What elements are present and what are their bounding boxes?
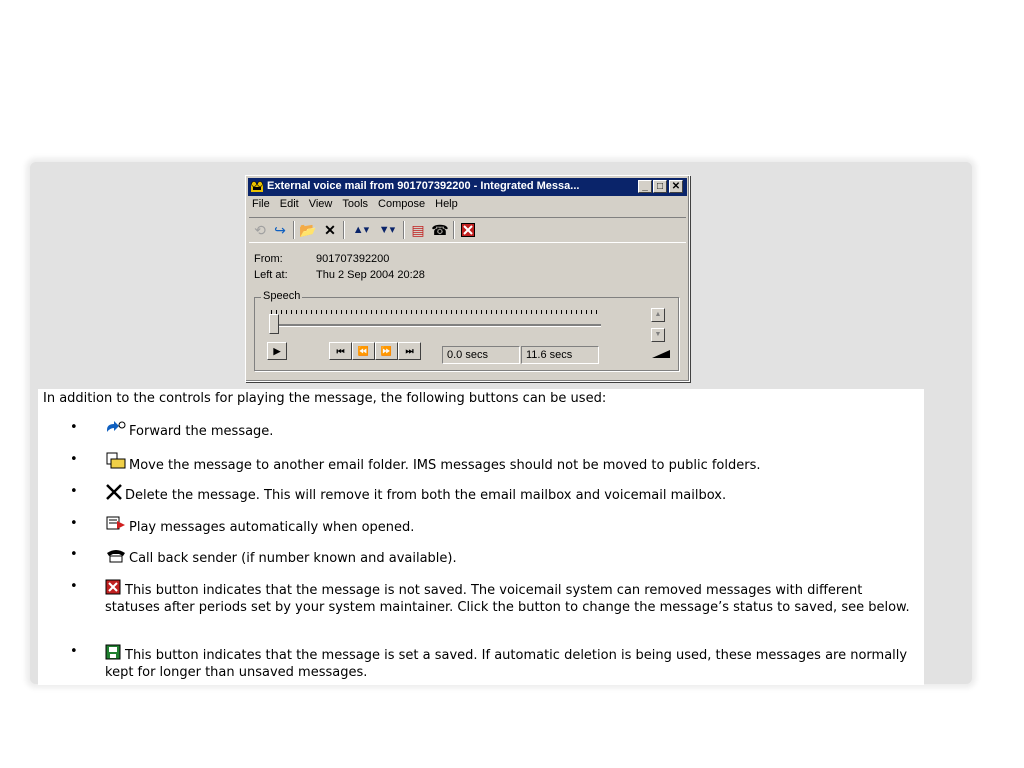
toolbar-separator	[343, 221, 345, 239]
volume-down-button[interactable]: ▼	[651, 328, 665, 342]
phone-icon[interactable]: ☎	[431, 222, 449, 238]
autoplay-icon	[105, 516, 127, 537]
skip-to-start-button[interactable]: ⏮	[329, 342, 352, 360]
move-folder-icon	[105, 452, 127, 475]
bullet: •	[70, 484, 78, 499]
move-folder-icon[interactable]: 📂	[299, 222, 317, 238]
left-at-label: Left at:	[254, 269, 288, 281]
menu-file[interactable]: File	[252, 198, 270, 210]
fast-forward-button[interactable]: ⏩	[375, 342, 398, 360]
bullet: •	[70, 452, 78, 467]
phone-icon	[105, 547, 127, 568]
toolbar	[249, 217, 686, 243]
saved-icon	[105, 644, 123, 665]
app-icon	[250, 180, 264, 194]
next-message-icon[interactable]: ▼▾	[378, 224, 396, 236]
reply-icon[interactable]: ⟲	[254, 222, 266, 238]
playback-slider-thumb[interactable]	[269, 314, 279, 334]
bullet: •	[70, 547, 78, 562]
forward-icon	[105, 420, 127, 441]
from-row	[254, 253, 389, 265]
minimize-button[interactable]: _	[638, 180, 652, 193]
speech-label: Speech	[263, 290, 301, 302]
toolbar-separator	[403, 221, 405, 239]
forward-icon[interactable]: ↪	[274, 222, 286, 238]
from-label: From:	[254, 253, 283, 265]
volume-up-button[interactable]: ▲	[651, 308, 665, 322]
toolbar-separator	[453, 221, 455, 239]
menu-bar	[252, 198, 458, 214]
message-window	[245, 175, 690, 382]
slider-ticks	[271, 310, 601, 314]
list-item-text: Delete the message. This will remove it from both the email mailbox and voicemail mailbox.	[125, 488, 727, 503]
list-item-text: Forward the message.	[129, 424, 274, 439]
list-item-text: This button indicates that the message is not saved. The voicemail system can removed messages with different statuses after periods set by your system maintainer. Click the button to change the message’s status to saved, see below.	[105, 583, 910, 615]
delete-icon	[105, 484, 123, 505]
list-item-text: Call back sender (if number known and available).	[129, 551, 457, 566]
rewind-button[interactable]: ⏪	[352, 342, 375, 360]
menu-help[interactable]: Help	[435, 198, 458, 210]
volume-icon	[652, 350, 670, 358]
window-title: External voice mail from 901707392200 - Integrated Messa...	[267, 180, 580, 192]
autoplay-icon[interactable]: ▤	[411, 222, 425, 238]
bullet: •	[70, 420, 78, 435]
maximize-button[interactable]: □	[653, 180, 667, 193]
from-value: 901707392200	[316, 253, 390, 265]
skip-to-end-button[interactable]: ⏭	[398, 342, 421, 360]
playback-slider-track[interactable]	[271, 324, 601, 327]
list-item-text: Move the message to another email folder. IMS messages should not be moved to public folders.	[129, 458, 761, 473]
speech-group	[254, 290, 679, 371]
left-at-value: Thu 2 Sep 2004 20:28	[316, 269, 425, 281]
not-saved-icon	[105, 579, 123, 600]
menu-edit[interactable]: Edit	[279, 198, 299, 210]
bullet: •	[70, 516, 78, 531]
list-item-text: This button indicates that the message is set a saved. If automatic deletion is being used, these messages are normally kept for longer than unsaved messages.	[105, 648, 908, 680]
bullet: •	[70, 644, 78, 659]
toolbar-separator	[293, 221, 295, 239]
list-item-text: Play messages automatically when opened.	[129, 520, 415, 535]
left-at-row	[254, 269, 425, 281]
menu-view[interactable]: View	[308, 198, 333, 210]
not-saved-icon[interactable]	[459, 221, 477, 239]
title-bar[interactable]	[248, 178, 687, 196]
previous-message-icon[interactable]: ▲▾	[352, 224, 370, 236]
menu-tools[interactable]: Tools	[342, 198, 369, 210]
delete-icon[interactable]: ✕	[324, 222, 336, 238]
position-time-field: 0.0 secs	[442, 346, 520, 364]
total-time-field: 11.6 secs	[521, 346, 599, 364]
bullet: •	[70, 579, 78, 594]
menu-compose[interactable]: Compose	[378, 198, 426, 210]
close-button[interactable]: ✕	[669, 180, 683, 193]
intro-text: In addition to the controls for playing the message, the following buttons can be used:	[43, 391, 607, 406]
play-button[interactable]: ▶	[267, 342, 287, 360]
